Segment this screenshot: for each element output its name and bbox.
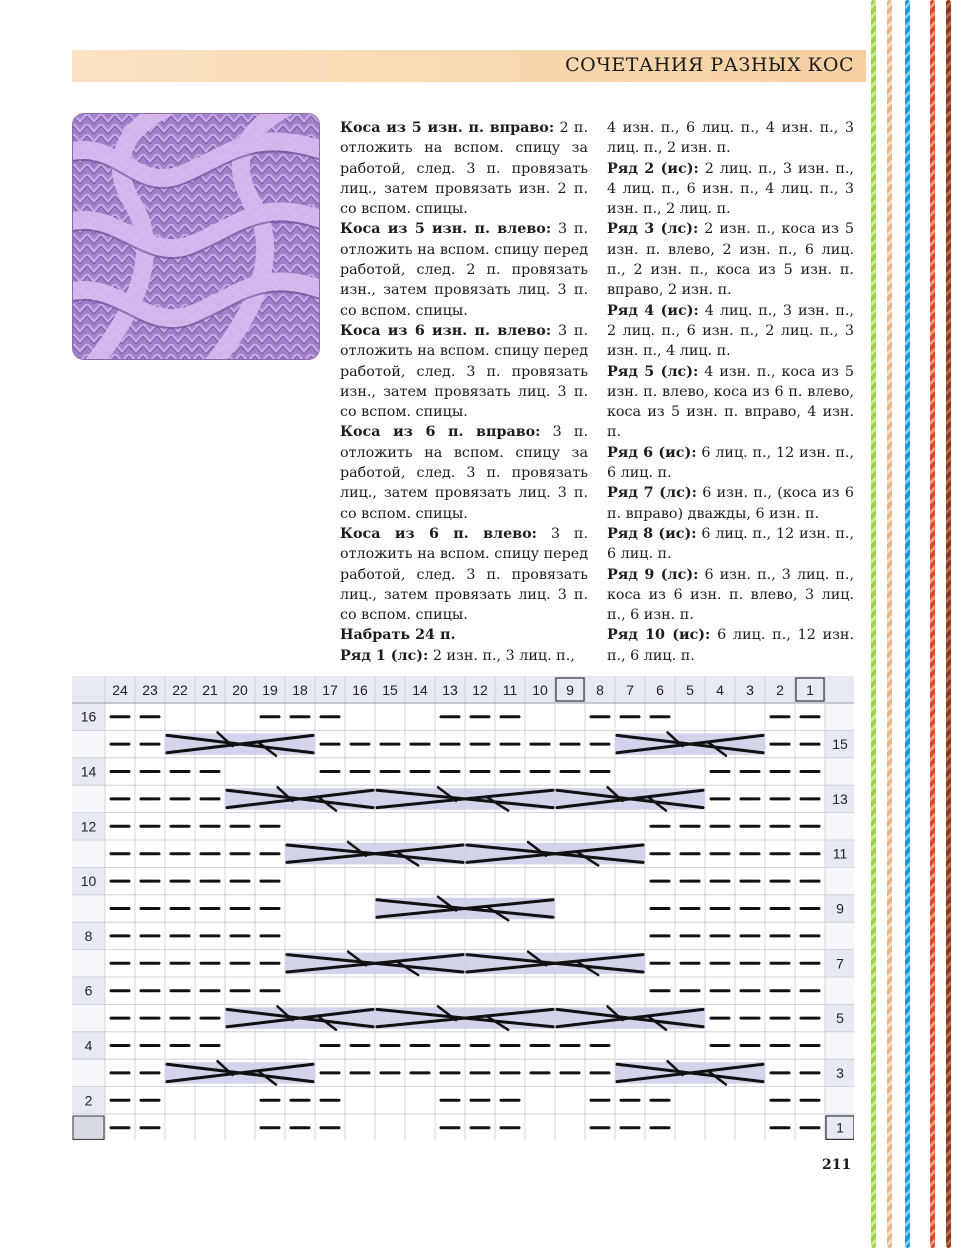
chart-row-band	[72, 950, 105, 977]
brown-yarn-strand	[946, 0, 951, 1248]
blue-yarn-strand	[905, 0, 910, 1248]
column-number: 2	[776, 682, 784, 698]
chart-row-band	[825, 1087, 854, 1114]
green-yarn-strand	[871, 0, 876, 1248]
column-number: 10	[532, 682, 548, 698]
column-number: 23	[142, 682, 158, 698]
chart-row-band	[825, 813, 854, 840]
instruction-paragraph: Ряд 8 (ис): 6 лиц. п., 12 изн. п., 6 лиц. п.	[607, 525, 854, 563]
column-number: 14	[412, 682, 428, 698]
chart-header-strip	[72, 676, 854, 703]
section-header	[72, 50, 866, 82]
column-number: 18	[292, 682, 308, 698]
instruction-paragraph: Коса из 5 изн. п. вправо: 2 п. отложить на вспом. спицу за работой, след. 3 п. провязать лиц., затем провязать изн. 2 п. со вспом. спицы.	[340, 120, 588, 218]
column-number: 22	[172, 682, 188, 698]
page-number: 211	[822, 1157, 852, 1173]
chart-row-band	[72, 785, 105, 812]
column-number: 5	[686, 682, 694, 698]
chart-row-band	[825, 867, 854, 894]
instruction-paragraph: Коса из 5 изн. п. влево: 3 п. отложить на вспом. спицу перед работой, след. 2 п. провязать изн., затем провязать лиц. 3 п. со вспом. спицы.	[340, 221, 588, 319]
column-number: 11	[502, 682, 518, 698]
row-number: 1	[836, 1119, 844, 1136]
instruction-paragraph: 4 изн. п., 6 лиц. п., 4 изн. п., 3 лиц. п., 2 изн. п.	[607, 120, 854, 157]
instruction-paragraph: Ряд 6 (ис): 6 лиц. п., 12 изн. п., 6 лиц. п.	[607, 444, 854, 482]
row-number: 10	[80, 873, 97, 890]
instructions-right-column	[607, 118, 854, 666]
column-number: 4	[716, 682, 724, 698]
row-number: 2	[84, 1092, 93, 1109]
column-number: 12	[472, 682, 488, 698]
instruction-paragraph: Набрать 24 п.	[340, 627, 456, 644]
column-number: 17	[322, 682, 338, 698]
instruction-paragraph: Ряд 5 (лс): 4 изн. п., коса из 5 изн. п. влево, коса из 6 п. влево, коса из 5 изн. п. вправо, 4 изн. п.	[607, 363, 854, 441]
row-number: 7	[836, 955, 844, 972]
chart-row-band	[72, 1059, 105, 1086]
chart-row-band	[825, 758, 854, 785]
knitting-chart-svg	[72, 676, 854, 1140]
red-yarn-strand	[930, 0, 935, 1248]
section-title: СОЧЕТАНИЯ РАЗНЫХ КОС	[565, 54, 854, 76]
row-number: 13	[832, 790, 848, 807]
row-number: 6	[84, 982, 93, 999]
chart-row-band	[72, 1004, 105, 1031]
chart-row-band	[825, 977, 854, 1004]
chart-row-band	[72, 895, 105, 922]
instruction-paragraph: Ряд 4 (ис): 4 лиц. п., 3 изн. п., 2 лиц. п., 6 изн. п., 2 лиц. п., 3 изн. п., 4 лиц. п.	[607, 302, 854, 360]
column-number: 20	[232, 682, 248, 698]
column-number: 21	[202, 682, 218, 698]
row-number: 11	[832, 845, 848, 862]
instruction-paragraph: Коса из 6 п. вправо: 3 п. отложить на вспом. спицу за работой, след. 3 п. провязать лиц., затем провязать лиц. 3 п. со вспом. спицы.	[340, 424, 588, 522]
instruction-paragraph: Ряд 9 (лс): 6 изн. п., 3 лиц. п., коса из 6 изн. п. влево, 3 лиц. п., 6 изн. п.	[607, 566, 854, 624]
knitting-chart	[72, 676, 854, 1140]
row-number: 16	[80, 708, 97, 725]
instruction-paragraph: Коса из 6 изн. п. влево: 3 п. отложить на вспом. спицу перед работой, след. 3 п. провязать изн., затем провязать лиц. 3 п. со вспом. спицы.	[340, 322, 588, 421]
column-number: 1	[806, 682, 814, 698]
instruction-paragraph: Ряд 1 (лс): 2 изн. п., 3 лиц. п.,	[340, 647, 575, 664]
instruction-paragraph: Ряд 7 (лс): 6 изн. п., (коса из 6 п. вправо) дважды, 6 изн. п.	[607, 485, 854, 522]
row-number: 8	[84, 927, 93, 944]
chart-row-band	[825, 922, 854, 949]
chart-row-band	[72, 840, 105, 867]
row-number: 12	[80, 818, 97, 835]
column-number: 7	[626, 682, 634, 698]
instructions-left-column	[340, 118, 588, 666]
instruction-paragraph: Ряд 3 (лс): 2 изн. п., коса из 5 изн. п. влево, 2 изн. п., 6 лиц. п., 2 изн. п., коса из 5 изн. п. вправо, 2 изн. п.	[607, 221, 854, 299]
row-marker-box	[73, 1116, 104, 1139]
column-number: 9	[566, 682, 574, 698]
column-number: 15	[382, 682, 398, 698]
instruction-paragraph: Коса из 6 п. влево: 3 п. отложить на вспом. спицу перед работой, след. 3 п. провязать лиц., затем провязать лиц. 3 п. со вспом. спицы.	[340, 525, 588, 624]
peach-yarn-strand	[887, 0, 892, 1248]
row-number: 14	[80, 763, 97, 780]
column-number: 16	[352, 682, 368, 698]
chart-row-band	[825, 703, 854, 730]
chart-row-band	[825, 1032, 854, 1059]
column-number: 8	[596, 682, 604, 698]
column-number: 19	[262, 682, 278, 698]
column-number: 24	[112, 682, 128, 698]
column-number: 13	[442, 682, 458, 698]
column-number: 6	[656, 682, 664, 698]
row-number: 4	[84, 1037, 93, 1054]
instruction-paragraph: Ряд 10 (ис): 6 лиц. п., 12 изн. п., 6 лиц. п.	[607, 627, 854, 664]
row-number: 3	[836, 1064, 844, 1081]
column-number: 3	[746, 682, 754, 698]
chart-row-band	[72, 730, 105, 757]
row-number: 5	[836, 1010, 844, 1027]
row-number: 9	[836, 900, 844, 917]
row-number: 15	[832, 736, 848, 753]
cable-knit-photo	[72, 113, 320, 360]
purple-cable-knit-swatch-photo	[73, 114, 319, 359]
instruction-paragraph: Ряд 2 (ис): 2 лиц. п., 3 изн. п., 4 лиц. п., 6 изн. п., 4 лиц. п., 3 изн. п., 2 лиц. п.	[607, 160, 854, 218]
